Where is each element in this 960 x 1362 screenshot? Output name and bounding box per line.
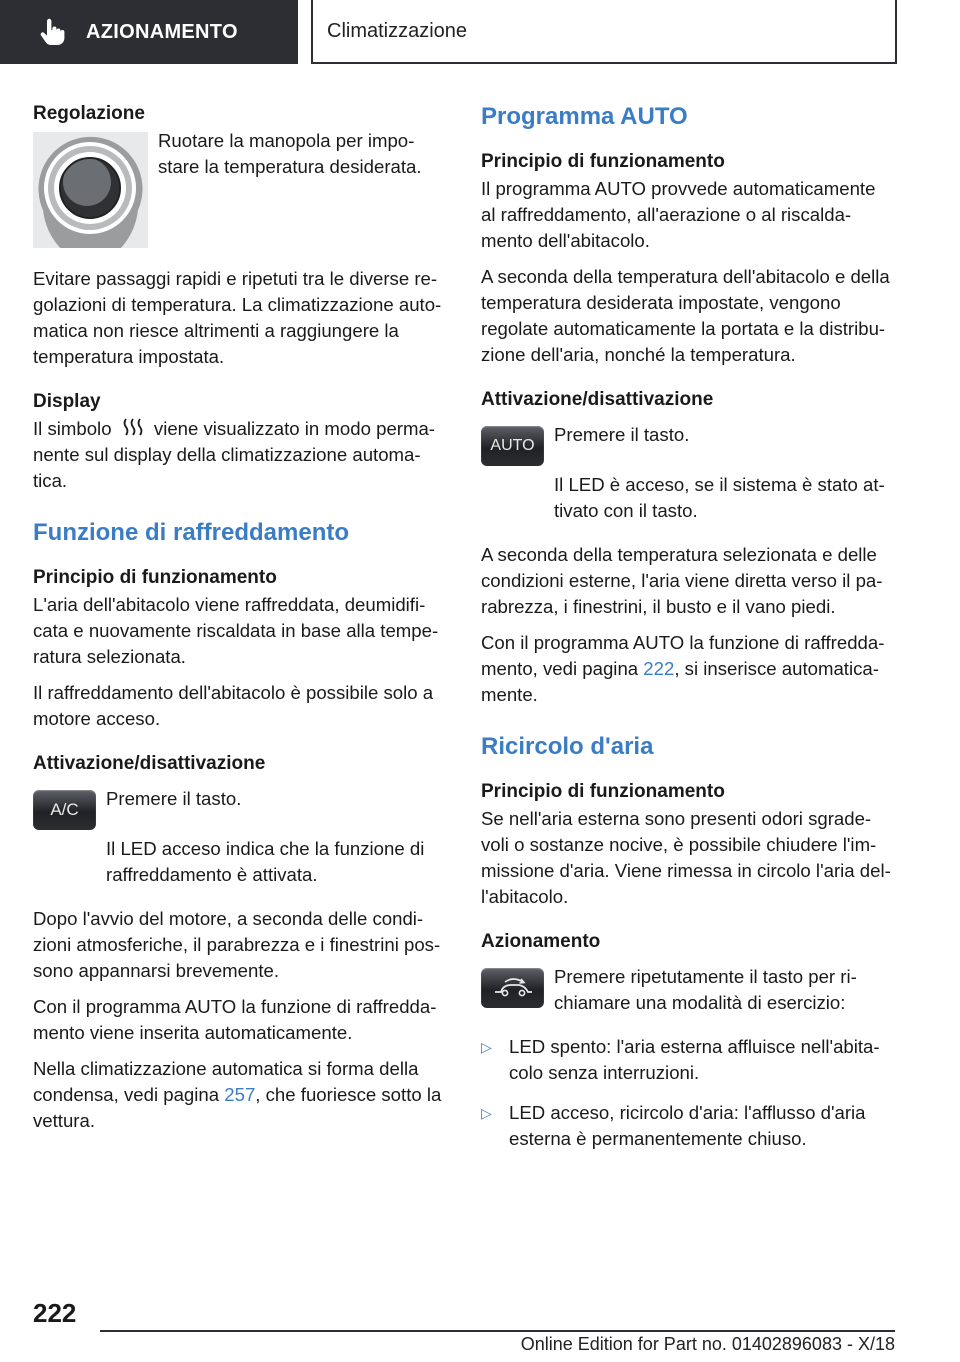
cooling-activation-heading: Attivazione/disattivazione [33,753,266,774]
page-link-222[interactable]: 222 [643,658,675,679]
condensate-before: Nella climatizzazione automatica si forma della condensa, vedi pagina [33,1058,419,1105]
condensate-after: , che fuoriesce sotto la vettura. [33,1084,442,1131]
ac-button-row [33,786,448,830]
list-item-text: LED spento: l'aria esterna affluisce nell'abita-colo senza interruzioni. [509,1036,880,1083]
knob-instruction: Ruotare la manopola per impo-stare la temperatura desiderata. [158,130,422,177]
ac-press-text: Premere il tasto. [106,788,242,809]
list-item-text: LED acceso, ricircolo d'aria: l'afflusso d'aria esterna è permanentemente chiuso. [509,1102,866,1149]
display-text-after: viene visualizzato in modo perma-nente sul display della climatizzazione automa-tica. [33,418,435,491]
recirc-principle-heading: Principio di funzionamento [481,781,725,802]
auto-press-text: Premere il tasto. [554,424,690,445]
list-item [481,1100,895,1152]
chapter-tab [311,0,897,64]
auto-button-label: AUTO [490,437,535,454]
recirc-principle-text: Se nell'aria esterna sono presenti odori sgrade-voli o sostanze nocive, è possibile chiudere l'im-missione d'aria. Viene rimessa in circolo l'aria del-l'abitacolo. [481,808,891,907]
regolazione-heading: Regolazione [33,103,145,124]
after-start-text: Dopo l'avvio del motore, a seconda delle condi-zioni atmosferiche, il parabrezza e i finestrini pos-sono appannarsi brevemente. [33,908,441,981]
display-heading: Display [33,391,101,412]
cooling-principle-text2: Il raffreddamento dell'abitacolo è possibile solo a motore acceso. [33,682,434,729]
cooling-title: Funzione di raffreddamento [33,519,350,546]
auto-cooling-text [481,630,895,708]
footer-divider [100,1330,895,1332]
condensate-text [33,1056,448,1134]
auto-distribution-text: A seconda della temperatura selezionata e delle condizioni esterne, l'aria viene diretta verso il pa-rabrezza, i finestrini, il busto e il vano piedi. [481,544,883,617]
recirc-mode-list [481,1034,895,1152]
recirc-title: Ricircolo d'aria [481,733,654,760]
display-text [33,416,448,494]
ac-button-icon [33,790,96,830]
knob-row [33,132,448,248]
right-column [481,100,895,1152]
car-recirculation-icon [491,977,535,999]
recirculation-button-icon [481,968,544,1008]
display-text-before: Il simbolo [33,418,112,439]
auto-principle-text1: Il programma AUTO provvede automaticamente al raffreddamento, all'aerazione o al riscalda-mento dell'abitacolo. [481,178,876,251]
regolazione-note: Evitare passaggi rapidi e ripetuti tra le diverse re-golazioni di temperatura. La climatizzazione auto-matica non riesce altrimenti a raggiungere la temperatura impostata. [33,268,442,367]
auto-button-icon [481,426,544,466]
recirc-operation-heading: Azionamento [481,931,601,952]
page-link-257[interactable]: 257 [224,1084,256,1105]
footer-edition: Online Edition for Part no. 01402896083 - X/18 [520,1334,895,1354]
auto-button-row [481,422,895,466]
list-item [481,1034,895,1086]
cooling-principle-heading: Principio di funzionamento [33,567,277,588]
left-column [33,100,448,1134]
auto-program-text: Con il programma AUTO la funzione di raffredda-mento viene inserita automaticamente. [33,996,437,1043]
auto-principle-text2: A seconda della temperatura dell'abitacolo e della temperatura desiderata impostate, vengono regolate automaticamente la portata e la distribu-zione dell'aria, nonché la temperatura. [481,266,890,365]
auto-principle-heading: Principio di funzionamento [481,151,725,172]
temperature-knob-image [33,132,148,248]
chapter-title: Climatizzazione [327,19,468,42]
temperature-knob-icon [33,132,148,248]
triangle-bullet-icon: ▷ [481,1105,492,1121]
auto-title: Programma AUTO [481,103,688,130]
auto-cooling-after: , si inserisce automatica-mente. [481,658,879,705]
defrost-heat-icon [121,416,145,438]
cooling-principle-text1: L'aria dell'abitacolo viene raffreddata, deumidifi-cata e nuovamente riscaldata in base alla tempe-ratura selezionata. [33,594,439,667]
section-title: AZIONAMENTO [86,20,238,43]
auto-led-text: Il LED è acceso, se il sistema è stato at-tivato con il tasto. [554,474,885,521]
hand-pointer-icon [38,18,66,46]
auto-activation-heading: Attivazione/disattivazione [481,389,714,410]
recirc-button-row [481,964,895,1016]
ac-button-label: A/C [50,800,79,819]
page-number: 222 [33,1298,77,1328]
section-tab [0,0,298,64]
triangle-bullet-icon: ▷ [481,1039,492,1055]
ac-led-text: Il LED acceso indica che la funzione di raffreddamento è attivata. [106,838,425,885]
auto-cooling-before: Con il programma AUTO la funzione di raffredda-mento, vedi pagina [481,632,885,679]
recirc-press-text: Premere ripetutamente il tasto per ri-chiamare una modalità di esercizio: [554,966,857,1013]
